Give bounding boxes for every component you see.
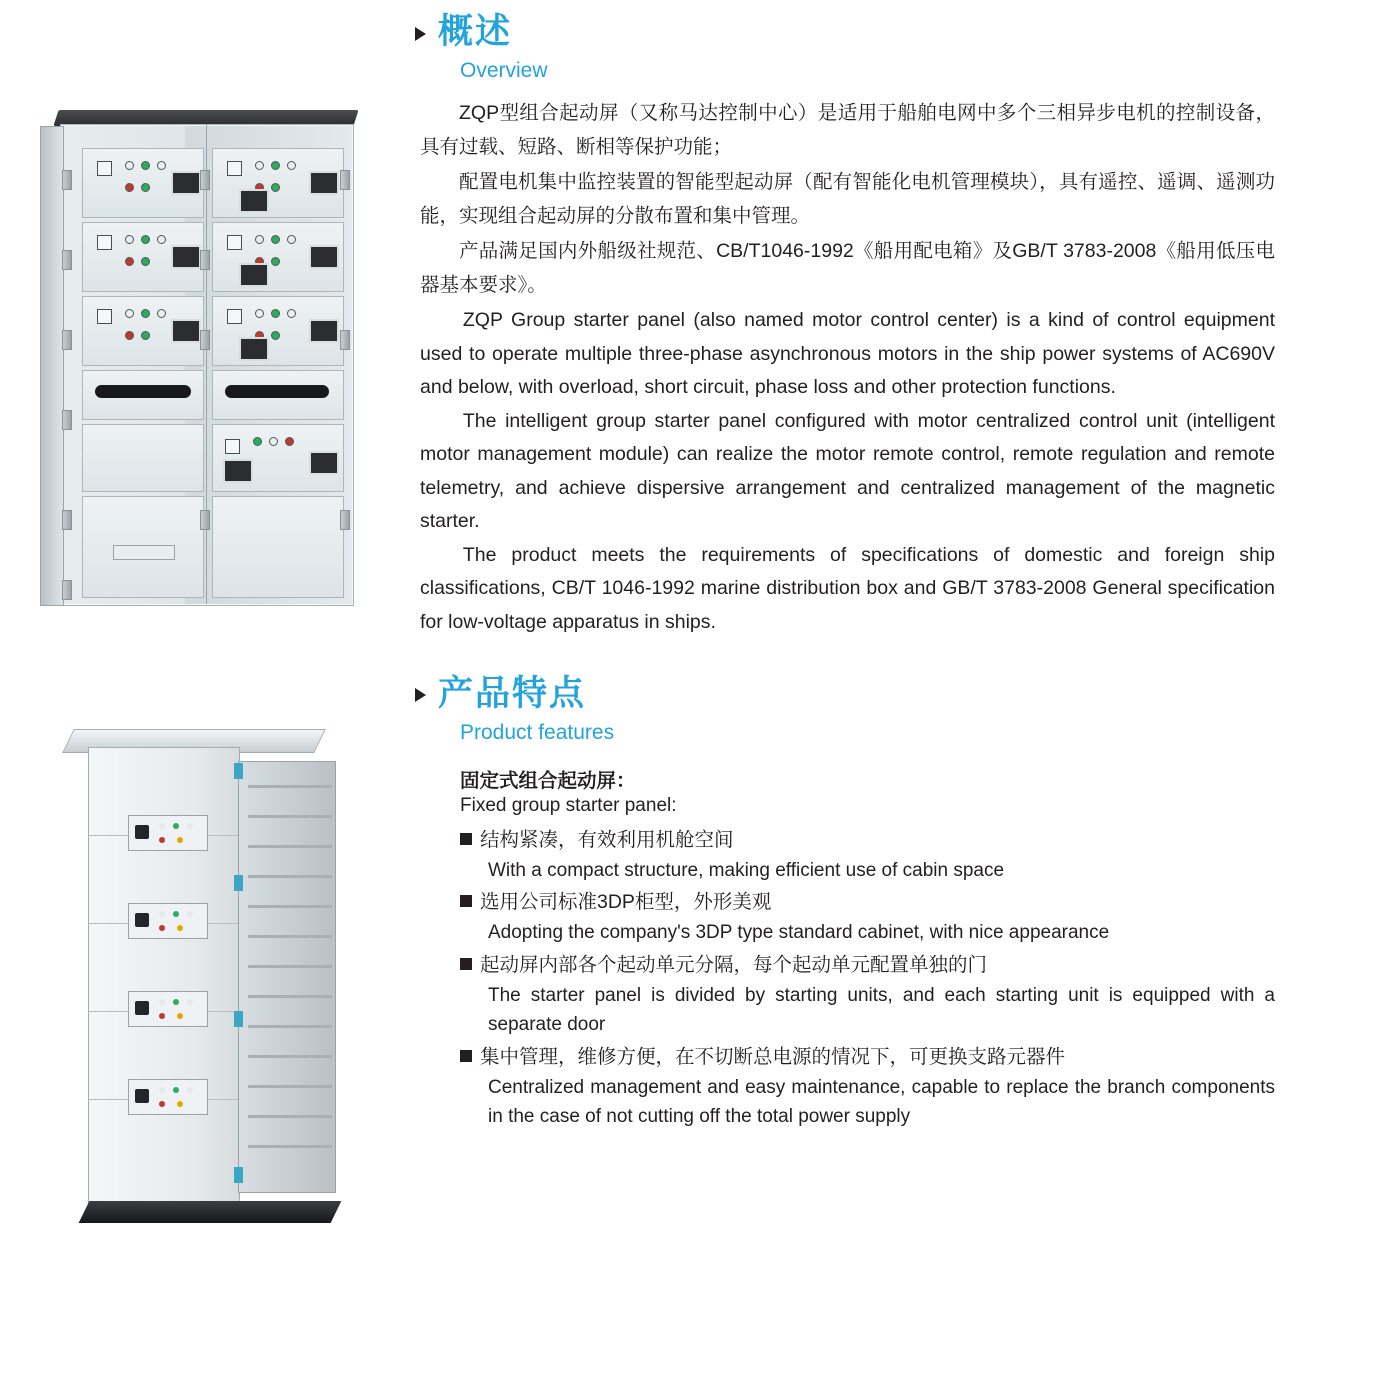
- overview-para-cn-2: 配置电机集中监控装置的智能型起动屏（配有智能化电机管理模块），具有遥控、遥调、遥测功能，实现组合起动屏的分散布置和集中管理。: [420, 171, 1275, 227]
- indicator-lamp-icon: [253, 437, 262, 446]
- control-unit-cell: [212, 424, 344, 492]
- vent-slot: [248, 815, 332, 818]
- indicator-lamp-icon: [255, 309, 264, 318]
- selector-knob-icon: [135, 1089, 149, 1103]
- feature-text-cn: 选用公司标准3DP柜型，外形美观: [480, 891, 772, 914]
- handle-unit-cell: [212, 370, 344, 420]
- indicator-lamp-icon: [159, 1087, 165, 1093]
- vent-slot: [248, 845, 332, 848]
- features-list: [460, 765, 1275, 1132]
- selector-knob-icon: [227, 161, 242, 176]
- feature-cn-row: [460, 825, 1275, 856]
- stop-button-icon: [125, 257, 134, 266]
- lower-door-cell: [212, 496, 344, 598]
- cabinet-center-seam: [206, 124, 207, 604]
- ammeter-icon: [309, 171, 339, 195]
- cabinet-base: [79, 1201, 342, 1223]
- indicator-lamp-icon: [271, 161, 280, 170]
- feature-text-cn: 结构紧凑，有效利用机舱空间: [480, 828, 734, 851]
- section-heading: [415, 673, 1280, 713]
- latch-icon: [234, 1011, 243, 1027]
- vent-slot: [248, 1145, 332, 1148]
- indicator-lamp-icon: [287, 235, 296, 244]
- vent-slot: [248, 1025, 332, 1028]
- section-product-features: [415, 673, 1280, 1132]
- starter-unit-cell: [212, 222, 344, 292]
- ammeter-icon: [223, 459, 253, 483]
- ammeter-icon: [171, 245, 201, 269]
- indicator-lamp-icon: [287, 161, 296, 170]
- indicator-lamp-icon: [287, 309, 296, 318]
- cabinet-side-panel: [40, 126, 64, 606]
- indicator-lamp-icon: [141, 161, 150, 170]
- cabinet-side-face: [238, 761, 336, 1193]
- selector-knob-icon: [135, 913, 149, 927]
- overview-para-en-3: The product meets the requirements of specifications of domestic and foreign ship classifications, CB/T 1046-1992 marine distribution box and GB/T 3783-2008 General specification for low-voltage apparatus in ships.: [420, 543, 1275, 633]
- features-subtitle-en: Fixed group starter panel:: [460, 794, 677, 816]
- list-item: [460, 825, 1275, 886]
- indicator-lamp-icon: [177, 1013, 183, 1019]
- hinge-icon: [200, 330, 210, 350]
- section-title-en: Product features: [460, 720, 615, 744]
- hinge-icon: [340, 330, 350, 350]
- start-button-icon: [141, 257, 150, 266]
- ammeter-icon: [309, 451, 339, 475]
- indicator-lamp-icon: [187, 911, 193, 917]
- triangle-bullet-icon: [415, 27, 426, 41]
- indicator-lamp-icon: [271, 309, 280, 318]
- indicator-lamp-icon: [271, 235, 280, 244]
- list-item: [460, 950, 1275, 1040]
- blank-unit-cell: [82, 424, 204, 492]
- starter-unit-panel: [128, 815, 208, 851]
- hinge-icon: [62, 330, 72, 350]
- indicator-lamp-icon: [173, 1087, 179, 1093]
- stop-button-icon: [159, 925, 165, 931]
- content-column: [415, 0, 1280, 1134]
- start-button-icon: [271, 331, 280, 340]
- feature-cn-row: [460, 887, 1275, 918]
- square-bullet-icon: [460, 1050, 472, 1062]
- feature-cn-row: [460, 1042, 1275, 1073]
- overview-para-cn-1: ZQP型组合起动屏（又称马达控制中心）是适用于船舶电网中多个三相异步电机的控制设备，具有过载、短路、断相等保护功能；: [420, 102, 1275, 158]
- hinge-icon: [62, 250, 72, 270]
- vent-slot: [248, 1115, 332, 1118]
- indicator-lamp-icon: [177, 925, 183, 931]
- ammeter-icon: [239, 337, 269, 361]
- indicator-lamp-icon: [255, 161, 264, 170]
- indicator-lamp-icon: [173, 999, 179, 1005]
- feature-text-cn: 集中管理，维修方便，在不切断总电源的情况下，可更换支路元器件: [480, 1045, 1066, 1068]
- ammeter-icon: [309, 245, 339, 269]
- product-image-front-view: [40, 110, 370, 640]
- indicator-lamp-icon: [269, 437, 278, 446]
- door-handle-icon: [95, 385, 191, 398]
- indicator-lamp-icon: [157, 235, 166, 244]
- selector-knob-icon: [97, 309, 112, 324]
- indicator-lamp-icon: [141, 235, 150, 244]
- starter-unit-cell: [212, 296, 344, 366]
- start-button-icon: [141, 331, 150, 340]
- selector-knob-icon: [97, 235, 112, 250]
- indicator-lamp-icon: [187, 999, 193, 1005]
- selector-knob-icon: [225, 439, 240, 454]
- hinge-icon: [200, 170, 210, 190]
- vent-slot: [248, 935, 332, 938]
- section-title-cn: 概述: [438, 12, 513, 51]
- indicator-lamp-icon: [173, 823, 179, 829]
- selector-knob-icon: [135, 1001, 149, 1015]
- hinge-icon: [340, 510, 350, 530]
- features-subtitle-cn: 固定式组合起动屏：: [460, 769, 636, 792]
- figure-column: [0, 0, 400, 1379]
- hinge-icon: [62, 170, 72, 190]
- overview-body: [420, 97, 1275, 640]
- stop-button-icon: [125, 183, 134, 192]
- product-image-angled-view: [58, 715, 378, 1245]
- indicator-lamp-icon: [255, 235, 264, 244]
- feature-text-en: Centralized management and easy maintenance, capable to replace the branch components in the case of not cutting off the total power supply: [488, 1077, 1275, 1128]
- starter-unit-panel: [128, 1079, 208, 1115]
- list-item: [460, 1042, 1275, 1132]
- nameplate: [113, 545, 175, 560]
- ammeter-icon: [239, 263, 269, 287]
- ammeter-icon: [239, 189, 269, 213]
- ammeter-icon: [171, 171, 201, 195]
- feature-text-en: Adopting the company's 3DP type standard cabinet, with nice appearance: [488, 922, 1110, 944]
- indicator-lamp-icon: [157, 309, 166, 318]
- indicator-lamp-icon: [187, 1087, 193, 1093]
- indicator-lamp-icon: [125, 161, 134, 170]
- starter-unit-cell: [82, 222, 204, 292]
- stop-button-icon: [125, 331, 134, 340]
- stop-button-icon: [159, 837, 165, 843]
- stop-button-icon: [159, 1101, 165, 1107]
- indicator-lamp-icon: [159, 999, 165, 1005]
- lower-door-cell: [82, 496, 204, 598]
- selector-knob-icon: [135, 825, 149, 839]
- feature-text-cn: 起动屏内部各个起动单元分隔，每个起动单元配置单独的门: [480, 953, 988, 976]
- hinge-icon: [200, 510, 210, 530]
- indicator-lamp-icon: [285, 437, 294, 446]
- start-button-icon: [271, 257, 280, 266]
- starter-unit-panel: [128, 991, 208, 1027]
- section-overview: [415, 14, 1280, 640]
- feature-text-en: The starter panel is divided by starting units, and each starting unit is equipped with a separate door: [488, 984, 1275, 1036]
- vent-slot: [248, 875, 332, 878]
- vent-slot: [248, 1055, 332, 1058]
- indicator-lamp-icon: [159, 911, 165, 917]
- square-bullet-icon: [460, 958, 472, 970]
- hinge-icon: [62, 410, 72, 430]
- vent-slot: [248, 905, 332, 908]
- ammeter-icon: [309, 319, 339, 343]
- hinge-icon: [62, 510, 72, 530]
- indicator-lamp-icon: [177, 1101, 183, 1107]
- overview-para-cn-3: 产品满足国内外船级社规范、CB/T1046-1992《船用配电箱》及GB/T 3783-2008《船用低压电器基本要求》。: [420, 240, 1275, 296]
- triangle-bullet-icon: [415, 688, 426, 702]
- feature-cn-row: [460, 950, 1275, 981]
- selector-knob-icon: [97, 161, 112, 176]
- indicator-lamp-icon: [187, 823, 193, 829]
- handle-unit-cell: [82, 370, 204, 420]
- selector-knob-icon: [227, 235, 242, 250]
- indicator-lamp-icon: [173, 911, 179, 917]
- section-heading: [415, 14, 1280, 49]
- overview-para-en-2: The intelligent group starter panel configured with motor centralized control unit (intelligent motor management module) can realize the motor remote control, remote regulation and remote telemetry, and achieve dispersive arrangement and centralized management of the magnetic starter.: [420, 409, 1275, 533]
- start-button-icon: [141, 183, 150, 192]
- indicator-lamp-icon: [157, 161, 166, 170]
- latch-icon: [234, 875, 243, 891]
- stop-button-icon: [159, 1013, 165, 1019]
- section-title-cn: 产品特点: [438, 673, 587, 713]
- indicator-lamp-icon: [125, 235, 134, 244]
- square-bullet-icon: [460, 895, 472, 907]
- overview-para-en-1: ZQP Group starter panel (also named motor control center) is a kind of control equipment used to operate multiple three-phase asynchronous motors in the ship power systems of AC690V and below, with overload, short circuit, phase loss and other protection functions.: [420, 309, 1275, 399]
- feature-text-en: With a compact structure, making efficient use of cabin space: [488, 859, 1005, 881]
- latch-icon: [234, 1167, 243, 1183]
- ammeter-icon: [171, 319, 201, 343]
- start-button-icon: [271, 183, 280, 192]
- vent-slot: [248, 965, 332, 968]
- square-bullet-icon: [460, 833, 472, 845]
- starter-unit-panel: [128, 903, 208, 939]
- vent-slot: [248, 995, 332, 998]
- indicator-lamp-icon: [141, 309, 150, 318]
- latch-icon: [234, 763, 243, 779]
- list-item: [460, 887, 1275, 948]
- door-handle-icon: [225, 385, 329, 398]
- indicator-lamp-icon: [177, 837, 183, 843]
- selector-knob-icon: [227, 309, 242, 324]
- vent-slot: [248, 785, 332, 788]
- section-title-en: Overview: [460, 59, 548, 82]
- hinge-icon: [340, 170, 350, 190]
- indicator-lamp-icon: [125, 309, 134, 318]
- hinge-icon: [200, 250, 210, 270]
- starter-unit-cell: [212, 148, 344, 218]
- hinge-icon: [62, 580, 72, 600]
- starter-unit-cell: [82, 148, 204, 218]
- indicator-lamp-icon: [159, 823, 165, 829]
- starter-unit-cell: [82, 296, 204, 366]
- vent-slot: [248, 1085, 332, 1088]
